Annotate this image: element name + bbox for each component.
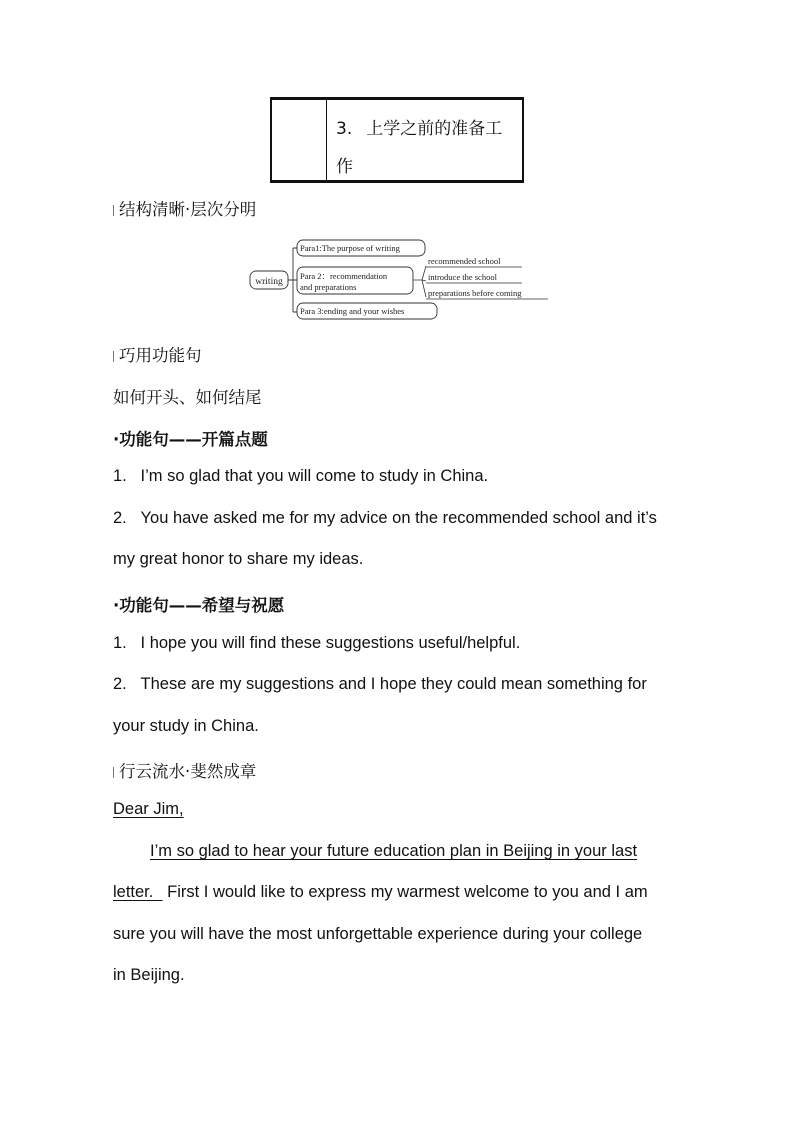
mindmap-para2-sub2: introduce the school [428, 272, 497, 282]
group2-item-2 [113, 675, 647, 694]
structure-heading [113, 196, 256, 220]
mindmap-para2-line1: Para 2：recommendation [300, 271, 388, 281]
section-marker-icon [113, 767, 114, 778]
essay-line-2 [113, 883, 648, 902]
mindmap-para2-brace [413, 266, 426, 297]
table-cell-text-line1: 上学之前的准备工 [366, 119, 503, 139]
mindmap-para2-sub1: recommended school [428, 256, 501, 266]
group2-item-1-num: 1. [113, 634, 127, 652]
group2-item-2-text: These are my suggestions and I hope they could mean something for [140, 675, 647, 693]
essay-line-2-rest: First I would like to express my warmest welcome to you and I am [167, 883, 648, 901]
group2-item-1-text: I hope you will find these suggestions useful/helpful. [140, 634, 521, 652]
section-marker-icon [113, 205, 114, 216]
group1-title: ·功能句——开篇点题 [113, 430, 268, 449]
mindmap-para3: Para 3:ending and your wishes [300, 306, 405, 316]
essay-heading-text: 行云流水·斐然成章 [119, 762, 257, 781]
group1-item-2-cont: my great honor to share my ideas. [113, 550, 364, 568]
function-heading-text: 巧用功能句 [119, 346, 202, 365]
essay-heading [113, 758, 256, 782]
mindmap-para2-line2: and preparations [300, 282, 357, 292]
group1-item-2-text: You have asked me for my advice on the recommended school and it’s [140, 509, 657, 527]
group2-item-2-num: 2. [113, 675, 127, 693]
table-cell [336, 110, 520, 186]
mindmap-root-brace [288, 248, 297, 312]
essay-line-1: I’m so glad to hear your future education plan in Beijing in your last [150, 842, 638, 860]
table-cell-text-line2: 作 [336, 157, 353, 177]
structure-heading-text: 结构清晰·层次分明 [119, 200, 257, 219]
group2-item-1 [113, 634, 520, 653]
mindmap-para1: Para1:The purpose of writing [300, 243, 400, 253]
group1-item-1-num: 1. [113, 467, 127, 485]
mindmap-root: writing [255, 277, 283, 287]
table-cell-number: 3. [336, 119, 353, 139]
group2-item-2-cont: your study in China. [113, 717, 259, 735]
table-left-column [272, 100, 327, 180]
group1-item-2 [113, 509, 657, 528]
group1-item-1-text: I’m so glad that you will come to study in China. [140, 467, 489, 485]
structure-mindmap [246, 236, 556, 326]
function-subheading: 如何开头、如何结尾 [113, 388, 262, 407]
group2-title: ·功能句——希望与祝愿 [113, 596, 285, 615]
essay-line-2-underlined: letter. [113, 883, 154, 901]
group1-item-1 [113, 467, 488, 486]
essay-salutation: Dear Jim, [113, 800, 184, 818]
essay-line-4: in Beijing. [113, 966, 185, 984]
section-marker-icon [113, 351, 114, 362]
group1-item-2-num: 2. [113, 509, 127, 527]
preparation-table [270, 97, 524, 183]
essay-line-3: sure you will have the most unforgettable experience during your college [113, 925, 643, 943]
mindmap-para2-sub3: preparations before coming [428, 288, 522, 298]
function-heading [113, 342, 202, 366]
